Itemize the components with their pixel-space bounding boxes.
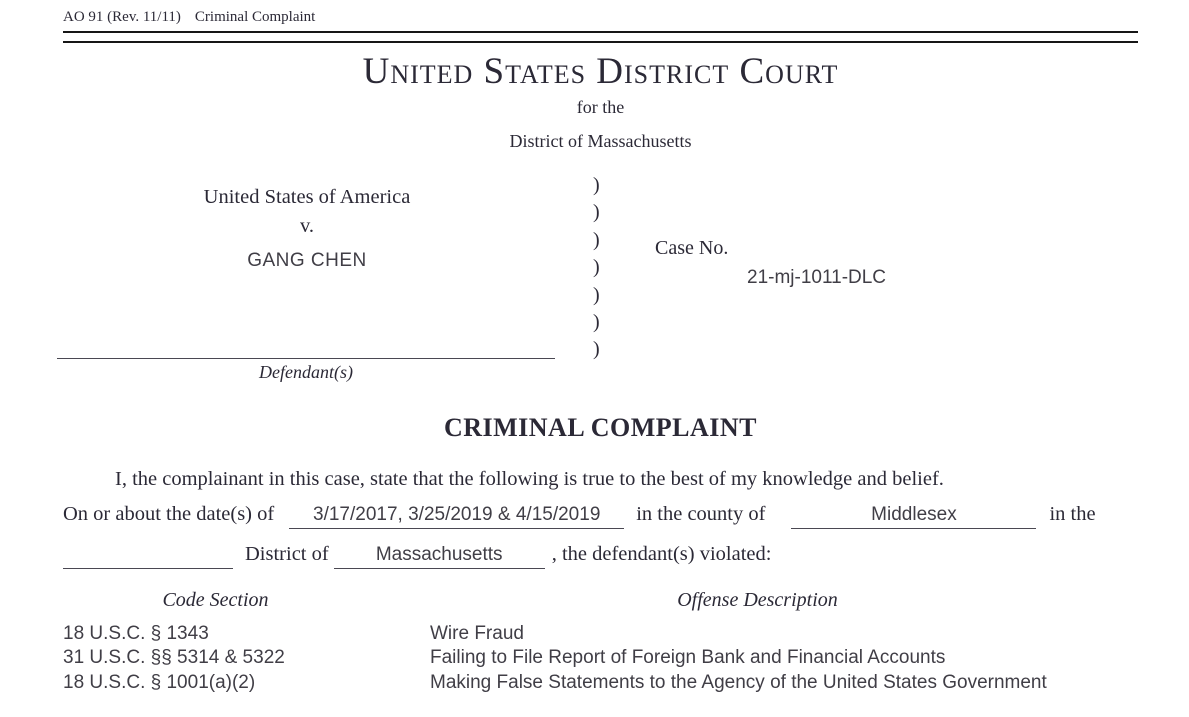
district-name: District of Massachusetts	[509, 131, 692, 151]
offense-description: Making False Statements to the Agency of the United States Government	[430, 671, 1047, 693]
paren-mark: )	[593, 256, 600, 279]
paren-mark: )	[593, 228, 600, 251]
district-field: Massachusetts	[334, 541, 545, 569]
offense-code: 18 U.S.C. § 1343	[63, 623, 209, 644]
oath-paragraph: I, the complainant in this case, state that the following is true to the best of my knowledge and belief.	[115, 468, 944, 490]
district-of-label: District of	[245, 543, 329, 565]
offense-row	[63, 671, 1153, 695]
offense-code: 31 U.S.C. §§ 5314 & 5322	[63, 647, 285, 669]
offense-description-header: Offense Description	[677, 589, 838, 611]
versus-label: v.	[299, 215, 315, 237]
code-section-header: Code Section	[162, 589, 269, 611]
case-no-label: Case No.	[655, 237, 729, 259]
caption-paren-column	[593, 172, 600, 364]
caption-parties	[60, 184, 554, 273]
defendant-name: GANG CHEN	[247, 250, 367, 271]
offense-description: Failing to File Report of Foreign Bank and Financial Accounts	[430, 647, 946, 669]
paren-mark: )	[593, 174, 600, 196]
plaintiff-name: United States of America	[203, 186, 411, 208]
paren-mark: )	[593, 283, 600, 306]
case-no-value: 21-mj-1011-DLC	[747, 267, 887, 288]
county-field: Middlesex	[791, 501, 1036, 529]
court-title: United States District Court	[362, 51, 839, 92]
form-id: AO 91 (Rev. 11/11)	[63, 9, 181, 25]
district-line	[63, 541, 771, 569]
paren-mark: )	[593, 311, 600, 334]
defendant-underline	[57, 338, 555, 359]
county-label: in the county of	[636, 503, 766, 525]
offense-table	[63, 622, 1153, 695]
header-divider	[63, 31, 1138, 43]
offense-row	[63, 646, 1153, 670]
form-header	[63, 9, 315, 26]
offense-description: Wire Fraud	[430, 623, 524, 644]
dates-field: 3/17/2017, 3/25/2019 & 4/15/2019	[289, 501, 624, 529]
form-doc-type: Criminal Complaint	[194, 9, 316, 25]
complaint-heading: CRIMINAL COMPLAINT	[443, 413, 758, 442]
on-or-about-label: On or about the date(s) of	[63, 503, 275, 525]
in-the-label: in the	[1049, 503, 1096, 525]
violated-label: , the defendant(s) violated:	[551, 543, 772, 565]
paren-mark: )	[593, 201, 600, 224]
empty-field	[63, 541, 233, 569]
for-the-label: for the	[576, 97, 625, 117]
offense-row	[63, 622, 1153, 646]
offense-code: 18 U.S.C. § 1001(a)(2)	[63, 671, 256, 693]
dates-line	[63, 501, 1096, 529]
defendants-label: Defendant(s)	[259, 362, 353, 382]
paren-mark: )	[593, 338, 600, 361]
